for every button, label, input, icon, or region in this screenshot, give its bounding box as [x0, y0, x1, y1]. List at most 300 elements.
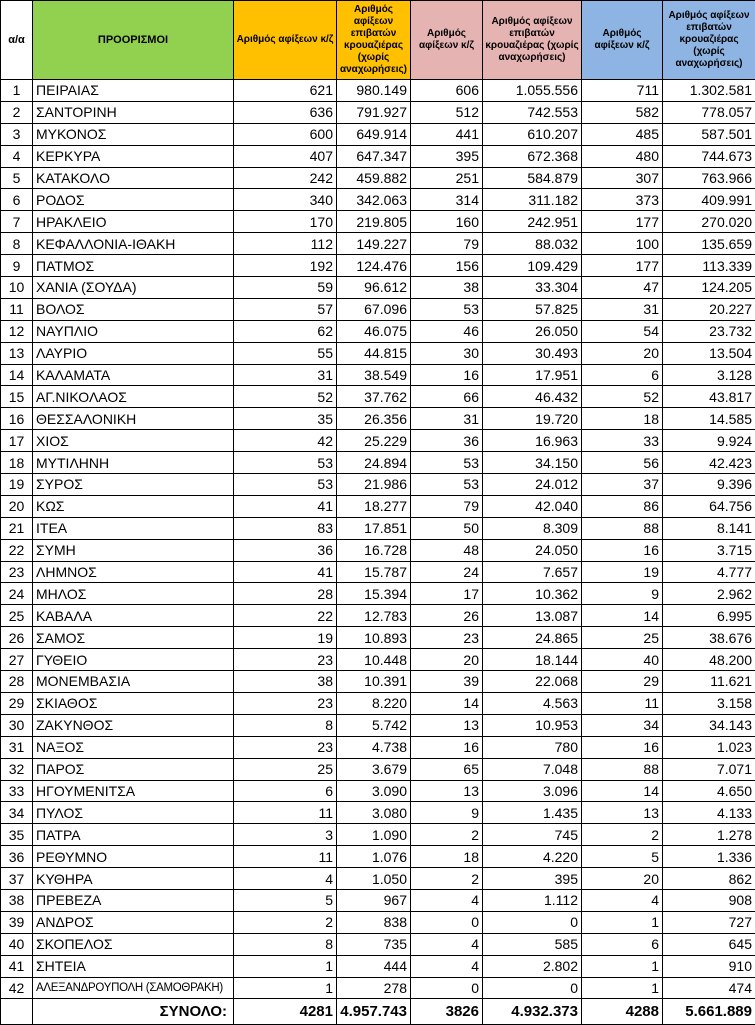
row-index: 17	[1, 430, 33, 452]
arrivals-1: 42	[234, 430, 337, 452]
passengers-2: 242.951	[483, 211, 582, 233]
arrivals-1: 38	[234, 671, 337, 693]
arrivals-2: 79	[411, 495, 483, 517]
arrivals-3: 86	[582, 495, 663, 517]
arrivals-3: 6	[582, 364, 663, 386]
passengers-2: 780	[483, 736, 582, 758]
passengers-2: 610.207	[483, 123, 582, 145]
passengers-1: 67.096	[337, 298, 411, 320]
arrivals-1: 53	[234, 452, 337, 474]
passengers-1: 44.815	[337, 342, 411, 364]
passengers-3: 20.227	[663, 298, 755, 320]
arrivals-1: 6	[234, 780, 337, 802]
row-index: 25	[1, 605, 33, 627]
arrivals-3: 1	[582, 977, 663, 999]
arrivals-1: 1	[234, 955, 337, 977]
arrivals-1: 31	[234, 364, 337, 386]
destination-name: ΜΗΛΟΣ	[33, 583, 234, 605]
passengers-2: 22.068	[483, 671, 582, 693]
arrivals-3: 14	[582, 605, 663, 627]
arrivals-3: 177	[582, 211, 663, 233]
passengers-3: 1.336	[663, 846, 755, 868]
row-index: 7	[1, 211, 33, 233]
passengers-2: 26.050	[483, 320, 582, 342]
passengers-3: 11.621	[663, 671, 755, 693]
table-row	[1, 868, 755, 890]
passengers-3: 744.673	[663, 145, 755, 167]
destination-name: ΚΕΡΚΥΡΑ	[33, 145, 234, 167]
passengers-2: 4.220	[483, 846, 582, 868]
table-row	[1, 474, 755, 496]
totals-passengers-3: 5.661.889	[663, 999, 755, 1025]
passengers-1: 3.679	[337, 758, 411, 780]
row-index: 34	[1, 802, 33, 824]
passengers-3: 23.732	[663, 320, 755, 342]
passengers-2: 1.055.556	[483, 80, 582, 102]
passengers-3: 409.991	[663, 189, 755, 211]
destination-name: ΠΕΙΡΑΙΑΣ	[33, 80, 234, 102]
row-index: 31	[1, 736, 33, 758]
arrivals-3: 88	[582, 517, 663, 539]
arrivals-3: 6	[582, 933, 663, 955]
passengers-1: 96.612	[337, 277, 411, 299]
passengers-2: 13.087	[483, 605, 582, 627]
totals-passengers-2: 4.932.373	[483, 999, 582, 1025]
header-index: α/α	[1, 1, 33, 80]
passengers-1: 980.149	[337, 80, 411, 102]
arrivals-2: 4	[411, 933, 483, 955]
header-passengers-2: Αριθμός αφίξεων επιβατών κρουαζιέρας (χωρίς αναχωρήσεις)	[483, 1, 582, 80]
passengers-2: 8.309	[483, 517, 582, 539]
totals-passengers-1: 4.957.743	[337, 999, 411, 1025]
table-row	[1, 233, 755, 255]
passengers-3: 6.995	[663, 605, 755, 627]
table-row	[1, 320, 755, 342]
row-index: 21	[1, 517, 33, 539]
row-index: 6	[1, 189, 33, 211]
destination-name: ΜΥΚΟΝΟΣ	[33, 123, 234, 145]
totals-row	[1, 999, 755, 1025]
destination-name: ΗΓΟΥΜΕΝΙΤΣΑ	[33, 780, 234, 802]
arrivals-1: 62	[234, 320, 337, 342]
table-row	[1, 80, 755, 102]
arrivals-1: 25	[234, 758, 337, 780]
passengers-1: 37.762	[337, 386, 411, 408]
row-index: 1	[1, 80, 33, 102]
arrivals-2: 39	[411, 671, 483, 693]
table-row	[1, 955, 755, 977]
arrivals-3: 19	[582, 561, 663, 583]
arrivals-2: 14	[411, 692, 483, 714]
arrivals-2: 53	[411, 298, 483, 320]
destination-name: ΑΛΕΞΑΝΔΡΟΥΠΟΛΗ (ΣΑΜΟΘΡΑΚΗ)	[33, 977, 234, 999]
passengers-2: 311.182	[483, 189, 582, 211]
table-row	[1, 386, 755, 408]
arrivals-2: 38	[411, 277, 483, 299]
destination-name: ΣΚΙΑΘΟΣ	[33, 692, 234, 714]
arrivals-1: 19	[234, 627, 337, 649]
arrivals-1: 35	[234, 408, 337, 430]
passengers-2: 4.563	[483, 692, 582, 714]
arrivals-2: 26	[411, 605, 483, 627]
table-row	[1, 101, 755, 123]
arrivals-2: 53	[411, 474, 483, 496]
destination-name: ΛΑΥΡΙΟ	[33, 342, 234, 364]
arrivals-3: 18	[582, 408, 663, 430]
arrivals-3: 485	[582, 123, 663, 145]
arrivals-2: 4	[411, 889, 483, 911]
arrivals-1: 23	[234, 649, 337, 671]
passengers-3: 3.715	[663, 539, 755, 561]
passengers-2: 745	[483, 824, 582, 846]
arrivals-3: 13	[582, 802, 663, 824]
row-index: 15	[1, 386, 33, 408]
destination-name: ΓΥΘΕΙΟ	[33, 649, 234, 671]
passengers-2: 395	[483, 868, 582, 890]
passengers-1: 219.805	[337, 211, 411, 233]
passengers-2: 88.032	[483, 233, 582, 255]
destination-name: ΗΡΑΚΛΕΙΟ	[33, 211, 234, 233]
totals-label: ΣΥΝΟΛΟ:	[33, 999, 234, 1025]
passengers-3: 135.659	[663, 233, 755, 255]
row-index: 28	[1, 671, 33, 693]
passengers-2: 672.368	[483, 145, 582, 167]
arrivals-2: 251	[411, 167, 483, 189]
totals-arrivals-1: 4281	[234, 999, 337, 1025]
passengers-2: 3.096	[483, 780, 582, 802]
passengers-3: 9.924	[663, 430, 755, 452]
arrivals-1: 36	[234, 539, 337, 561]
passengers-2: 1.435	[483, 802, 582, 824]
arrivals-1: 28	[234, 583, 337, 605]
arrivals-3: 177	[582, 255, 663, 277]
destination-name: ΚΑΤΑΚΟΛΟ	[33, 167, 234, 189]
passengers-3: 587.501	[663, 123, 755, 145]
passengers-2: 46.432	[483, 386, 582, 408]
passengers-1: 735	[337, 933, 411, 955]
destination-name: ΚΕΦΑΛΛΟΝΙΑ-ΙΘΑΚΗ	[33, 233, 234, 255]
arrivals-2: 0	[411, 977, 483, 999]
arrivals-3: 4	[582, 889, 663, 911]
row-index: 38	[1, 889, 33, 911]
table-row	[1, 846, 755, 868]
row-index: 39	[1, 911, 33, 933]
arrivals-2: 46	[411, 320, 483, 342]
passengers-3: 2.962	[663, 583, 755, 605]
passengers-3: 34.143	[663, 714, 755, 736]
passengers-1: 17.851	[337, 517, 411, 539]
passengers-3: 14.585	[663, 408, 755, 430]
passengers-2: 109.429	[483, 255, 582, 277]
passengers-1: 8.220	[337, 692, 411, 714]
table-row	[1, 824, 755, 846]
destination-name: ΠΥΛΟΣ	[33, 802, 234, 824]
passengers-3: 38.676	[663, 627, 755, 649]
arrivals-1: 41	[234, 495, 337, 517]
arrivals-1: 52	[234, 386, 337, 408]
header-arrivals-2: Αριθμός αφίξεων κ/ζ	[411, 1, 483, 80]
row-index: 18	[1, 452, 33, 474]
arrivals-3: 5	[582, 846, 663, 868]
arrivals-1: 55	[234, 342, 337, 364]
arrivals-2: 17	[411, 583, 483, 605]
arrivals-3: 25	[582, 627, 663, 649]
row-index: 35	[1, 824, 33, 846]
arrivals-2: 18	[411, 846, 483, 868]
passengers-1: 459.882	[337, 167, 411, 189]
passengers-3: 4.133	[663, 802, 755, 824]
row-index: 8	[1, 233, 33, 255]
destination-name: ΠΑΤΜΟΣ	[33, 255, 234, 277]
passengers-2: 7.048	[483, 758, 582, 780]
table-row	[1, 145, 755, 167]
arrivals-3: 54	[582, 320, 663, 342]
arrivals-2: 0	[411, 911, 483, 933]
arrivals-3: 1	[582, 911, 663, 933]
passengers-1: 791.927	[337, 101, 411, 123]
passengers-2: 18.144	[483, 649, 582, 671]
passengers-3: 64.756	[663, 495, 755, 517]
passengers-1: 1.090	[337, 824, 411, 846]
arrivals-1: 192	[234, 255, 337, 277]
passengers-1: 38.549	[337, 364, 411, 386]
row-index: 23	[1, 561, 33, 583]
passengers-1: 647.347	[337, 145, 411, 167]
passengers-2: 742.553	[483, 101, 582, 123]
arrivals-1: 2	[234, 911, 337, 933]
passengers-1: 649.914	[337, 123, 411, 145]
passengers-3: 124.205	[663, 277, 755, 299]
passengers-3: 113.339	[663, 255, 755, 277]
table-row	[1, 714, 755, 736]
row-index: 14	[1, 364, 33, 386]
arrivals-1: 3	[234, 824, 337, 846]
arrivals-1: 636	[234, 101, 337, 123]
row-index: 26	[1, 627, 33, 649]
arrivals-2: 13	[411, 714, 483, 736]
passengers-3: 1.023	[663, 736, 755, 758]
row-index: 20	[1, 495, 33, 517]
row-index: 10	[1, 277, 33, 299]
passengers-1: 278	[337, 977, 411, 999]
table-row	[1, 189, 755, 211]
passengers-2: 584.879	[483, 167, 582, 189]
destination-name: ΣΗΤΕΙΑ	[33, 955, 234, 977]
passengers-2: 42.040	[483, 495, 582, 517]
arrivals-2: 314	[411, 189, 483, 211]
header-destinations: ΠΡΟΟΡΙΣΜΟΙ	[33, 1, 234, 80]
passengers-3: 7.071	[663, 758, 755, 780]
arrivals-3: 1	[582, 955, 663, 977]
table-row	[1, 539, 755, 561]
row-index: 12	[1, 320, 33, 342]
destination-name: ΣΑΝΤΟΡΙΝΗ	[33, 101, 234, 123]
passengers-3: 1.278	[663, 824, 755, 846]
table-row	[1, 583, 755, 605]
table-row	[1, 802, 755, 824]
row-index: 19	[1, 474, 33, 496]
passengers-3: 910	[663, 955, 755, 977]
arrivals-2: 606	[411, 80, 483, 102]
header-passengers-3: Αριθμός αφίξεων επιβατών κρουαζιέρας (χωρίς αναχωρήσεις)	[663, 1, 755, 80]
passengers-2: 33.304	[483, 277, 582, 299]
table-row	[1, 780, 755, 802]
passengers-3: 4.777	[663, 561, 755, 583]
table-row	[1, 933, 755, 955]
passengers-2: 16.963	[483, 430, 582, 452]
passengers-1: 149.227	[337, 233, 411, 255]
arrivals-3: 20	[582, 868, 663, 890]
row-index: 42	[1, 977, 33, 999]
passengers-2: 30.493	[483, 342, 582, 364]
passengers-1: 21.986	[337, 474, 411, 496]
passengers-1: 12.783	[337, 605, 411, 627]
passengers-2: 10.362	[483, 583, 582, 605]
arrivals-1: 11	[234, 802, 337, 824]
destination-name: ΝΑΥΠΛΙΟ	[33, 320, 234, 342]
passengers-3: 4.650	[663, 780, 755, 802]
arrivals-1: 170	[234, 211, 337, 233]
totals-arrivals-3: 4288	[582, 999, 663, 1025]
totals-spacer	[1, 999, 33, 1025]
passengers-1: 25.229	[337, 430, 411, 452]
destination-name: ΡΕΘΥΜΝΟ	[33, 846, 234, 868]
row-index: 32	[1, 758, 33, 780]
destination-name: ΒΟΛΟΣ	[33, 298, 234, 320]
passengers-3: 270.020	[663, 211, 755, 233]
table-row	[1, 649, 755, 671]
destination-name: ΧΙΟΣ	[33, 430, 234, 452]
passengers-1: 838	[337, 911, 411, 933]
table-row	[1, 298, 755, 320]
destination-name: ΠΑΡΟΣ	[33, 758, 234, 780]
arrivals-3: 16	[582, 736, 663, 758]
arrivals-2: 79	[411, 233, 483, 255]
table-row	[1, 889, 755, 911]
arrivals-2: 512	[411, 101, 483, 123]
arrivals-3: 37	[582, 474, 663, 496]
passengers-2: 34.150	[483, 452, 582, 474]
passengers-1: 967	[337, 889, 411, 911]
passengers-3: 8.141	[663, 517, 755, 539]
arrivals-2: 24	[411, 561, 483, 583]
header-arrivals-3: Αριθμός αφίξεων κ/ζ	[582, 1, 663, 80]
table-row	[1, 342, 755, 364]
passengers-3: 3.158	[663, 692, 755, 714]
arrivals-1: 8	[234, 714, 337, 736]
passengers-3: 42.423	[663, 452, 755, 474]
passengers-2: 1.112	[483, 889, 582, 911]
row-index: 5	[1, 167, 33, 189]
passengers-1: 46.075	[337, 320, 411, 342]
row-index: 30	[1, 714, 33, 736]
row-index: 22	[1, 539, 33, 561]
arrivals-2: 66	[411, 386, 483, 408]
passengers-3: 13.504	[663, 342, 755, 364]
row-index: 29	[1, 692, 33, 714]
passengers-2: 24.012	[483, 474, 582, 496]
arrivals-1: 4	[234, 868, 337, 890]
passengers-1: 16.728	[337, 539, 411, 561]
row-index: 9	[1, 255, 33, 277]
destination-name: ΝΑΞΟΣ	[33, 736, 234, 758]
arrivals-3: 711	[582, 80, 663, 102]
passengers-3: 862	[663, 868, 755, 890]
passengers-2: 24.050	[483, 539, 582, 561]
passengers-1: 10.448	[337, 649, 411, 671]
arrivals-3: 11	[582, 692, 663, 714]
table-row	[1, 627, 755, 649]
destination-name: ΑΓ.ΝΙΚΟΛΑΟΣ	[33, 386, 234, 408]
table-row	[1, 211, 755, 233]
arrivals-3: 2	[582, 824, 663, 846]
destination-name: ΜΟΝΕΜΒΑΣΙΑ	[33, 671, 234, 693]
row-index: 13	[1, 342, 33, 364]
arrivals-2: 23	[411, 627, 483, 649]
header-arrivals-1: Αριθμός αφίξεων κ/ζ	[234, 1, 337, 80]
passengers-1: 26.356	[337, 408, 411, 430]
arrivals-3: 34	[582, 714, 663, 736]
table-row	[1, 911, 755, 933]
table-row	[1, 758, 755, 780]
arrivals-2: 13	[411, 780, 483, 802]
passengers-3: 1.302.581	[663, 80, 755, 102]
arrivals-1: 57	[234, 298, 337, 320]
passengers-2: 585	[483, 933, 582, 955]
destination-name: ΛΗΜΝΟΣ	[33, 561, 234, 583]
header-passengers-1: Αριθμός αφίξεων επιβατών κρουαζιέρας (χωρίς αναχωρήσεις)	[337, 1, 411, 80]
passengers-1: 5.742	[337, 714, 411, 736]
table-row	[1, 692, 755, 714]
table-row	[1, 495, 755, 517]
arrivals-3: 20	[582, 342, 663, 364]
destination-name: ΣΚΟΠΕΛΟΣ	[33, 933, 234, 955]
arrivals-3: 14	[582, 780, 663, 802]
arrivals-1: 407	[234, 145, 337, 167]
passengers-1: 18.277	[337, 495, 411, 517]
destination-name: ΠΑΤΡΑ	[33, 824, 234, 846]
table-row	[1, 517, 755, 539]
destination-name: ΚΥΘΗΡΑ	[33, 868, 234, 890]
row-index: 41	[1, 955, 33, 977]
destination-name: ΘΕΣΣΑΛΟΝΙΚΗ	[33, 408, 234, 430]
destination-name: ΣΥΡΟΣ	[33, 474, 234, 496]
arrivals-3: 100	[582, 233, 663, 255]
destination-name: ΣΥΜΗ	[33, 539, 234, 561]
passengers-3: 3.128	[663, 364, 755, 386]
passengers-3: 778.057	[663, 101, 755, 123]
arrivals-1: 600	[234, 123, 337, 145]
arrivals-1: 8	[234, 933, 337, 955]
passengers-2: 19.720	[483, 408, 582, 430]
table-row	[1, 123, 755, 145]
passengers-2: 7.657	[483, 561, 582, 583]
arrivals-3: 52	[582, 386, 663, 408]
passengers-1: 1.050	[337, 868, 411, 890]
destination-name: ΚΑΒΑΛΑ	[33, 605, 234, 627]
arrivals-2: 16	[411, 364, 483, 386]
destination-name: ΖΑΚΥΝΘΟΣ	[33, 714, 234, 736]
passengers-1: 10.893	[337, 627, 411, 649]
table-row	[1, 452, 755, 474]
passengers-2: 0	[483, 977, 582, 999]
passengers-1: 124.476	[337, 255, 411, 277]
arrivals-3: 373	[582, 189, 663, 211]
passengers-2: 17.951	[483, 364, 582, 386]
table-row	[1, 408, 755, 430]
arrivals-1: 340	[234, 189, 337, 211]
arrivals-3: 33	[582, 430, 663, 452]
